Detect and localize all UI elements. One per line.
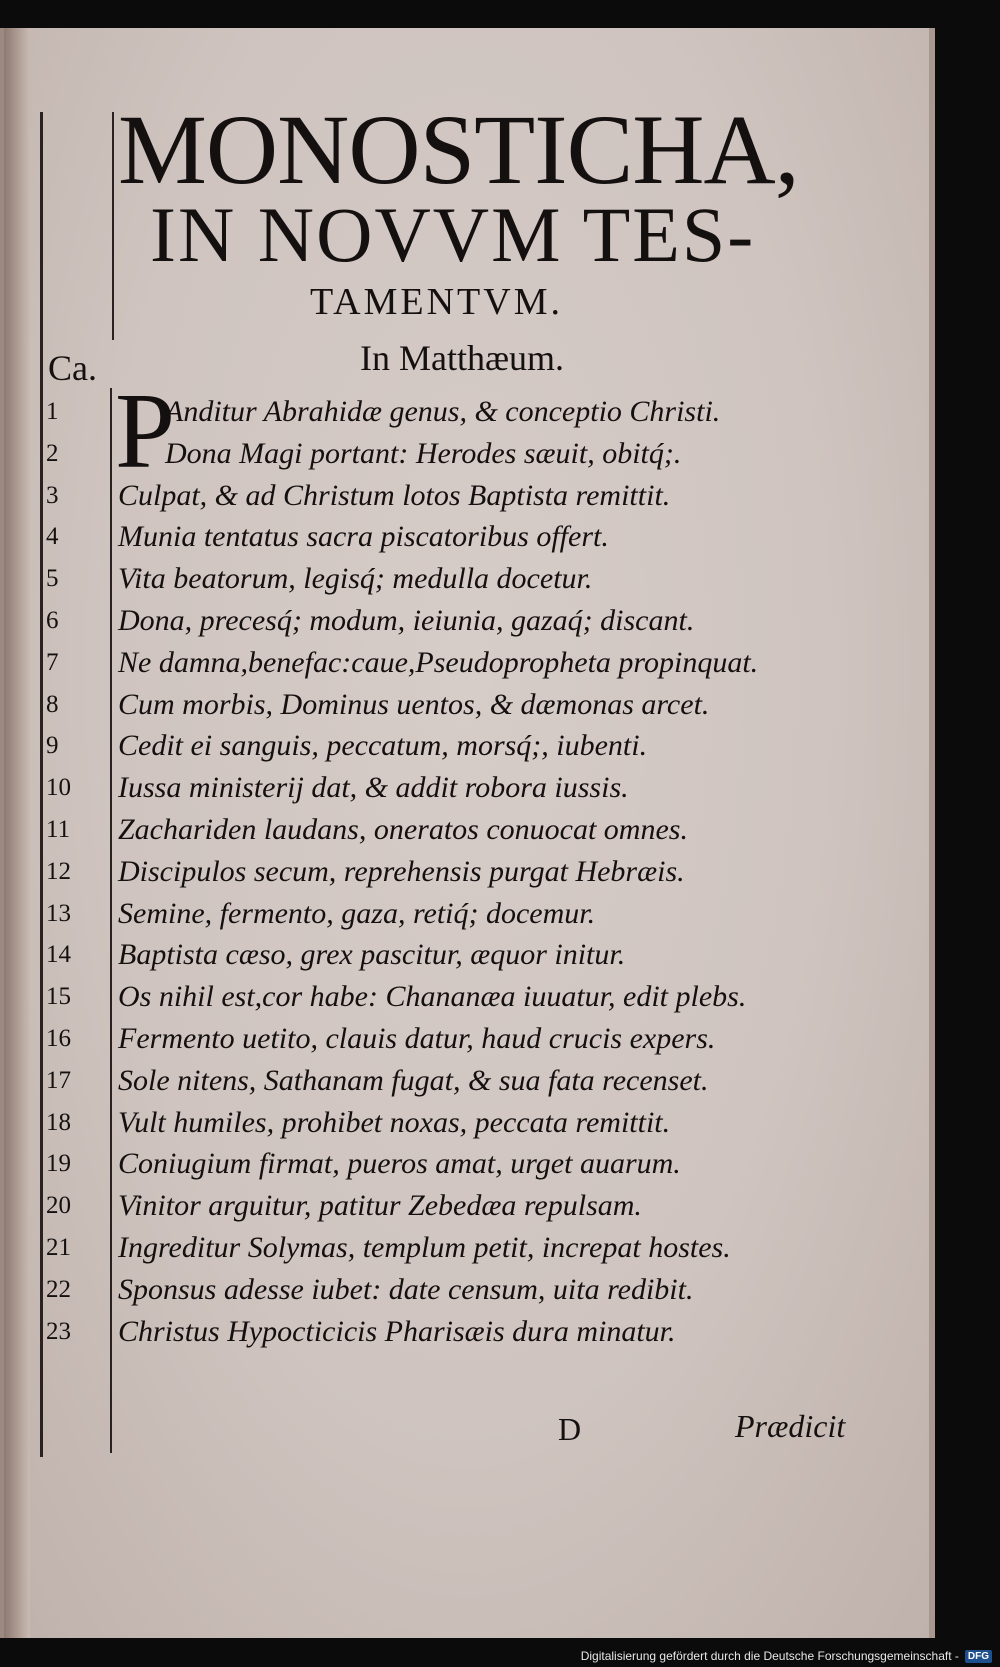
verse-number: 19 bbox=[46, 1150, 71, 1178]
verse-text: Discipulos secum, reprehensis purgat Hebræis. bbox=[118, 854, 685, 888]
verse-number: 12 bbox=[46, 857, 71, 885]
verse-row bbox=[0, 1226, 935, 1270]
verse-row bbox=[0, 724, 935, 768]
verse-text: Coniugium firmat, pueros amat, urget auarum. bbox=[118, 1147, 681, 1181]
verse-row bbox=[0, 515, 935, 559]
verse-row bbox=[0, 641, 935, 685]
verse-number: 11 bbox=[46, 816, 71, 843]
verse-number: 14 bbox=[46, 941, 71, 969]
verse-text: Munia tentatus sacra piscatoribus offert. bbox=[118, 520, 609, 554]
verse-number: 5 bbox=[46, 565, 59, 593]
verse-row bbox=[0, 766, 935, 810]
verse-text: Sponsus adesse iubet: date censum, uita redibit. bbox=[118, 1272, 694, 1306]
verse-text: Cedit ei sanguis, peccatum, morsq́;, iubenti. bbox=[118, 729, 648, 763]
verse-number: 23 bbox=[46, 1317, 71, 1345]
signature-mark: D bbox=[558, 1411, 582, 1447]
verse-row bbox=[0, 1101, 935, 1145]
verse-row bbox=[0, 933, 935, 977]
verse-number: 1 bbox=[46, 398, 59, 425]
verse-row bbox=[0, 390, 935, 434]
verse-text: Anditur Abrahidæ genus, & conceptio Christi. bbox=[165, 395, 721, 428]
footer-bar bbox=[0, 1640, 1000, 1667]
verse-row bbox=[0, 557, 935, 601]
verse-number: 16 bbox=[46, 1025, 71, 1052]
verse-number: 22 bbox=[46, 1275, 71, 1303]
footer-credit bbox=[581, 1649, 992, 1663]
drop-cap: P bbox=[115, 372, 176, 491]
verse-row bbox=[0, 1184, 935, 1228]
verse-number: 21 bbox=[46, 1234, 71, 1261]
verse-text: Ne damna,benefac:caue,Pseudopropheta propinquat. bbox=[118, 645, 759, 679]
title-rule bbox=[112, 112, 114, 340]
verse-row bbox=[0, 975, 935, 1019]
verse-text: Vult humiles, prohibet noxas, peccata remittit. bbox=[118, 1105, 671, 1139]
verse-row bbox=[0, 1310, 935, 1354]
verse-number: 13 bbox=[46, 899, 71, 927]
verse-number: 7 bbox=[46, 648, 59, 676]
verse-row bbox=[0, 850, 935, 894]
verse-text: Dona, precesq́; modum, ieiunia, gazaq́; discant. bbox=[118, 604, 695, 637]
verse-number: 15 bbox=[46, 983, 71, 1011]
verse-row bbox=[0, 474, 935, 518]
chapter-column-label: Ca. bbox=[48, 348, 97, 388]
title-line-2: IN NOVVM TES- bbox=[150, 191, 756, 278]
verse-number: 17 bbox=[46, 1066, 71, 1094]
verse-row bbox=[0, 683, 935, 727]
verse-text: Iussa ministerij dat, & addit robora iussis. bbox=[118, 771, 629, 805]
verse-text: Os nihil est,cor habe: Chananæa iuuatur, edit plebs. bbox=[118, 980, 747, 1014]
verse-row bbox=[0, 1142, 935, 1186]
verse-row bbox=[0, 1059, 935, 1103]
verse-number: 6 bbox=[46, 607, 59, 634]
dfg-logo-icon: DFG bbox=[965, 1650, 992, 1663]
footer-credit-text: Digitalisierung gefördert durch die Deutsche Forschungsgemeinschaft - bbox=[580, 1649, 959, 1663]
verse-row bbox=[0, 432, 935, 476]
verse-text: Vita beatorum, legisq́; medulla docetur. bbox=[118, 562, 593, 596]
verse-text: Cum morbis, Dominus uentos, & dæmonas arcet. bbox=[118, 687, 710, 721]
verse-text: Sole nitens, Sathanam fugat, & sua fata recenset. bbox=[118, 1063, 709, 1097]
verse-row bbox=[0, 808, 935, 852]
verse-number: 18 bbox=[46, 1108, 71, 1136]
verse-text: Fermento uetito, clauis datur, haud crucis expers. bbox=[118, 1022, 716, 1055]
verse-text: Semine, fermento, gaza, retiq́; docemur. bbox=[118, 896, 596, 930]
verse-number: 20 bbox=[46, 1192, 71, 1220]
verse-row bbox=[0, 892, 935, 936]
verse-text: Baptista cæso, grex pascitur, æquor initur. bbox=[118, 938, 626, 972]
verse-number: 4 bbox=[46, 523, 59, 551]
verse-text: Vinitor arguitur, patitur Zebedæa repulsam. bbox=[118, 1189, 642, 1223]
verse-number: 3 bbox=[46, 481, 59, 509]
title-line-3: TAMENTVM. bbox=[310, 281, 563, 323]
verse-number: 2 bbox=[46, 439, 59, 467]
verse-row bbox=[0, 1017, 935, 1061]
verse-row bbox=[0, 1268, 935, 1312]
verse-text: Culpat, & ad Christum lotos Baptista remittit. bbox=[118, 478, 671, 512]
verse-text: Dona Magi portant: Herodes sæuit, obitq́;. bbox=[165, 436, 682, 470]
catchword: Prædicit bbox=[735, 1408, 846, 1444]
verse-text: Christus Hypocticicis Pharisæis dura minatur. bbox=[118, 1314, 676, 1348]
title-line-1: MONOSTICHA, bbox=[118, 94, 799, 205]
verse-row bbox=[0, 599, 935, 643]
verse-number: 10 bbox=[46, 774, 71, 802]
verse-number: 8 bbox=[46, 690, 59, 718]
book-heading: In Matthæum. bbox=[360, 338, 564, 378]
verse-text: Zachariden laudans, oneratos conuocat omnes. bbox=[118, 813, 688, 846]
verse-text: Ingreditur Solymas, templum petit, increpat hostes. bbox=[118, 1231, 731, 1264]
verse-number: 9 bbox=[46, 732, 59, 760]
